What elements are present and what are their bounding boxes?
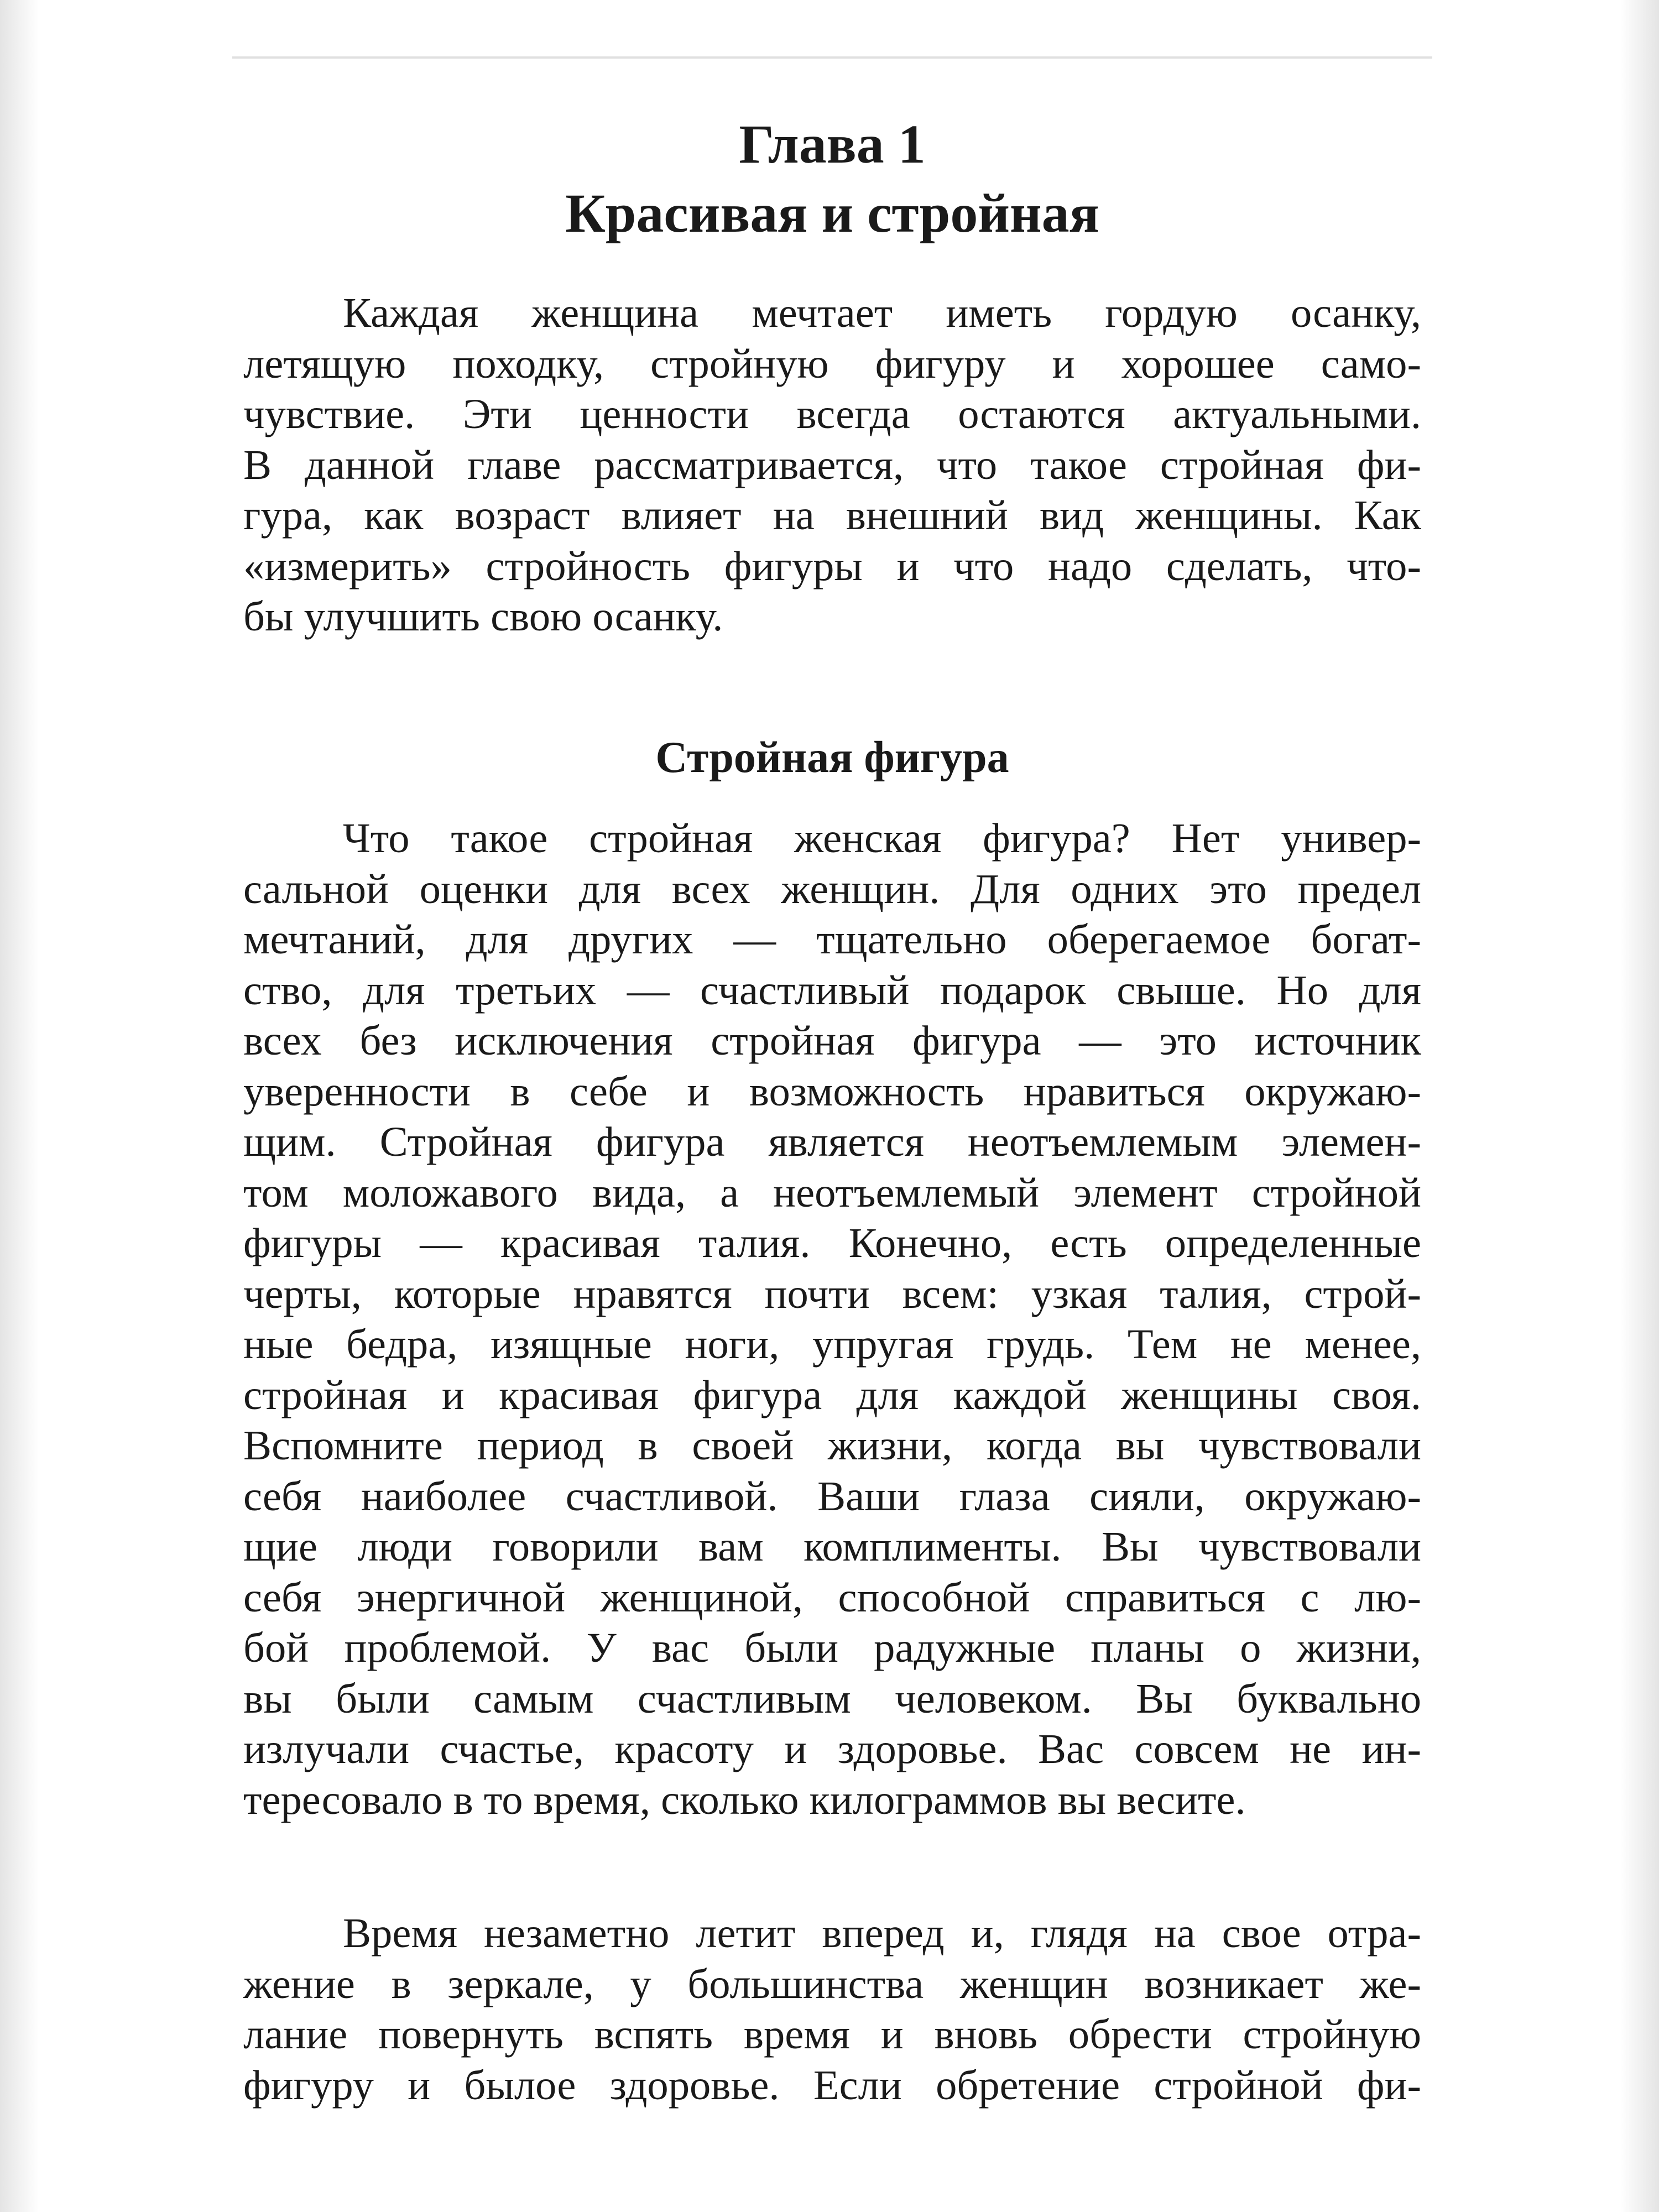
body-line: всех без исключения стройная фигура — это источник (243, 1017, 1421, 1064)
scan-shadow-left (0, 0, 39, 2212)
body-paragraph-1 (243, 813, 1421, 1825)
chapter-label: Глава 1 (739, 113, 926, 175)
body-line: тересовало в то время, сколько килограммов вы весите. (243, 1776, 1246, 1823)
intro-line: летящую походку, стройную фигуру и хорошее само- (243, 340, 1421, 387)
body-line: Время незаметно летит вперед и, глядя на свое отра- (343, 1910, 1421, 1957)
body-line: щим. Стройная фигура является неотъемлемым элемен- (243, 1118, 1421, 1165)
body-line: сальной оценки для всех женщин. Для одних это предел (243, 865, 1421, 912)
body-paragraph-2 (243, 1908, 1421, 2110)
body-line: мечтаний, для других — тщательно оберегаемое богат- (243, 916, 1421, 963)
body-line: себя наиболее счастливой. Ваши глаза сияли, окружаю- (243, 1472, 1421, 1520)
body-line: Вспомните период в своей жизни, когда вы чувствовали (243, 1422, 1421, 1469)
section-heading: Стройная фигура (655, 733, 1009, 782)
body-line: щие люди говорили вам комплименты. Вы чувствовали (243, 1523, 1421, 1570)
scan-shadow-right (1620, 0, 1659, 2212)
body-line: уверенности в себе и возможность нравиться окружаю- (243, 1067, 1421, 1115)
body-line: том моложавого вида, а неотъемлемый элемент стройной (243, 1168, 1421, 1216)
body-line: излучали счастье, красоту и здоровье. Вас совсем не ин- (243, 1725, 1421, 1772)
body-line: жение в зеркале, у большинства женщин возникает же- (243, 1960, 1421, 2007)
intro-line: Каждая женщина мечтает иметь гордую осанку, (343, 289, 1421, 336)
body-line: фигуру и былое здоровье. Если обретение стройной фи- (243, 2061, 1421, 2109)
intro-line: «измерить» стройность фигуры и что надо сделать, что- (243, 542, 1421, 589)
body-line: Что такое стройная женская фигура? Нет универ- (343, 815, 1421, 862)
body-line: черты, которые нравятся почти всем: узкая талия, строй- (243, 1270, 1421, 1317)
body-line: лание повернуть вспять время и вновь обрести стройную (243, 2011, 1421, 2058)
body-line: ство, для третьих — счастливый подарок свыше. Но для (243, 966, 1421, 1014)
body-line: вы были самым счастливым человеком. Вы буквально (243, 1674, 1421, 1722)
intro-line: бы улучшить свою осанку. (243, 593, 723, 640)
intro-line: гура, как возраст влияет на внешний вид женщины. Как (243, 492, 1421, 539)
body-line: бой проблемой. У вас были радужные планы о жизни, (243, 1624, 1421, 1671)
body-line: фигуры — красивая талия. Конечно, есть определенные (243, 1219, 1421, 1266)
header-rule (232, 56, 1432, 59)
body-line: стройная и красивая фигура для каждой женщины своя. (243, 1371, 1421, 1418)
chapter-title: Красивая и стройная (565, 182, 1099, 244)
intro-line: В данной главе рассматривается, что такое стройная фи- (243, 441, 1421, 488)
body-line: ные бедра, изящные ноги, упругая грудь. Тем не менее, (243, 1321, 1421, 1368)
intro-paragraph (243, 288, 1421, 642)
intro-line: чувствие. Эти ценности всегда остаются актуальными. (243, 390, 1421, 437)
body-line: себя энергичной женщиной, способной справиться с лю- (243, 1573, 1421, 1621)
